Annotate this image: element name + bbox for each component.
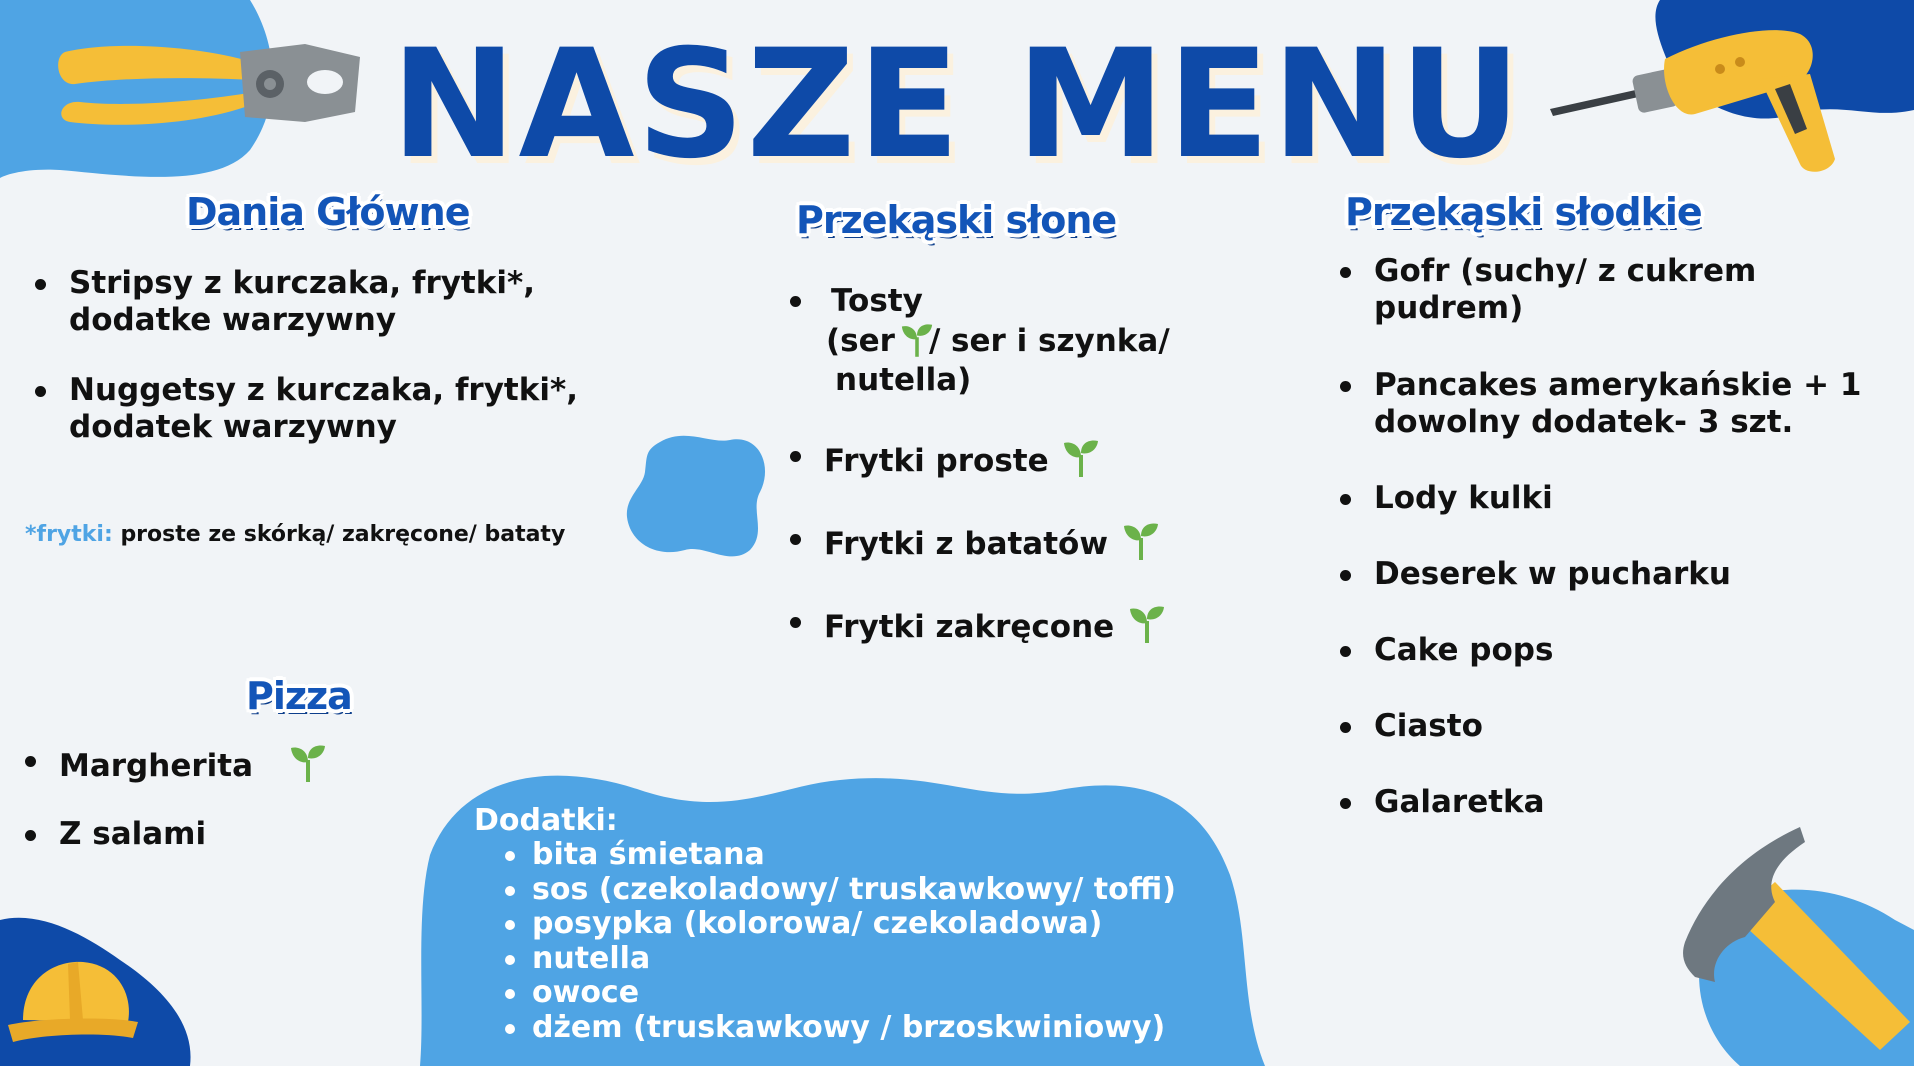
list-item: Z salami (25, 816, 345, 853)
pizza-item-label: Margherita (59, 748, 253, 784)
vegetarian-sprout-icon (1129, 603, 1165, 643)
list-item: sos (czekoladowy/ truskawkowy/ toffi) (500, 873, 1194, 908)
list-item (790, 520, 1230, 563)
list-item: owoce (500, 976, 1194, 1011)
list-item: dżem (truskawkowy / brzoskwiniowy) (500, 1011, 1194, 1046)
przekaski-slodkie-heading: Przekąski słodkie (1345, 190, 1702, 234)
hammer-icon (1625, 822, 1914, 1066)
dodatki-panel (474, 804, 1194, 1045)
list-item (25, 742, 345, 785)
vegetarian-sprout-icon (1123, 520, 1159, 560)
list-item: nutella (500, 942, 1194, 977)
list-item: Cake pops (1340, 632, 1880, 669)
item-label: Frytki proste (824, 443, 1049, 479)
list-item: Ciasto (1340, 708, 1880, 745)
list-item: Pancakes amerykańskie + 1 dowolny dodatek- 3 szt. (1340, 367, 1880, 441)
dodatki-label: Dodatki: (474, 803, 618, 838)
przekaski-slone-heading: Przekąski słone (796, 198, 1117, 242)
helmet-icon (8, 950, 138, 1050)
dania-glowne-list (35, 265, 685, 446)
frytki-note (25, 522, 565, 547)
list-item: Lody kulki (1340, 480, 1880, 517)
list-item: Stripsy z kurczaka, frytki*, dodatke warzywny (35, 265, 685, 339)
list-item: posypka (kolorowa/ czekoladowa) (500, 907, 1194, 942)
vegetarian-sprout-icon (290, 742, 326, 782)
dodatki-list (500, 838, 1194, 1045)
list-item: Nuggetsy z kurczaka, frytki*, dodatek warzywny (35, 372, 685, 446)
tosty-option-nutella: nutella) (835, 362, 972, 398)
item-label: Frytki zakręcone (824, 609, 1115, 645)
dania-glowne-heading: Dania Główne (186, 190, 470, 234)
tosty-title: Tosty (831, 283, 923, 319)
vegetarian-sprout-icon (1063, 437, 1099, 477)
page-title: NASZE MENU (390, 18, 1524, 192)
list-item (790, 603, 1230, 646)
frytki-note-label: *frytki: (25, 522, 113, 547)
list-item: Gofr (suchy/ z cukrem pudrem) (1340, 253, 1804, 327)
przekaski-slone-list (790, 437, 1230, 646)
list-item: bita śmietana (500, 838, 1194, 873)
list-item: Deserek w pucharku (1340, 556, 1880, 593)
frytki-note-text: proste ze skórką/ zakręcone/ bataty (120, 522, 566, 547)
middle-star-blob (625, 432, 770, 562)
item-label: Frytki z batatów (824, 526, 1108, 562)
przekaski-slodkie-list (1340, 253, 1880, 821)
pizza-heading: Pizza (246, 674, 352, 718)
tosty-option-ser: (ser (826, 323, 895, 359)
list-item (790, 437, 1230, 480)
tosty-option-ser-szynka: / ser i szynka/ (928, 323, 1170, 359)
pizza-list (25, 742, 345, 853)
tosty-item (790, 282, 1230, 400)
list-item: Galaretka (1340, 784, 1880, 821)
